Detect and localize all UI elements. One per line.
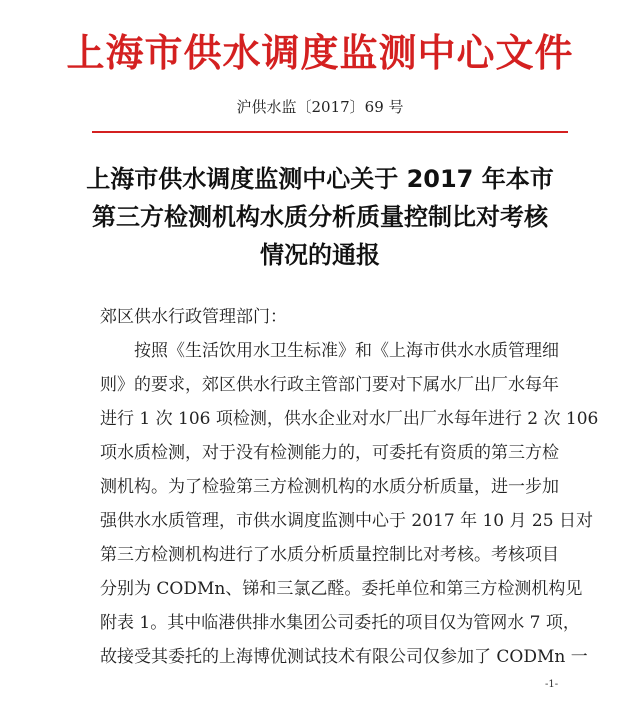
red-divider — [92, 131, 568, 133]
body-text — [100, 334, 599, 674]
body-line: 分别为 CODMn、锑和三氯乙醛。委托单位和第三方检测机构见 — [100, 579, 583, 599]
body-line: 进行 1 次 106 项检测，供水企业对水厂出厂水每年进行 2 次 106 — [100, 409, 599, 429]
body-line: 故接受其委托的上海博优测试技术有限公司仅参加了 CODMn 一 — [100, 647, 588, 667]
org-header: 上海市供水调度监测中心文件 — [66, 30, 574, 75]
title-line: 情况的通报 — [260, 241, 380, 269]
body-line: 按照《生活饮用水卫生标准》和《上海市供水水质管理细 — [100, 341, 559, 361]
title-line: 上海市供水调度监测中心关于 2017 年本市 — [86, 165, 554, 193]
body-line: 项水质检测，对于没有检测能力的，可委托有资质的第三方检 — [100, 443, 559, 463]
body-line: 则》的要求，郊区供水行政主管部门要对下属水厂出厂水每年 — [100, 375, 559, 395]
body-line: 第三方检测机构进行了水质分析质量控制比对考核。考核项目 — [100, 545, 559, 565]
body-line: 强供水水质管理，市供水调度监测中心于 2017 年 10 月 25 日对 — [100, 511, 593, 531]
page-number: -1- — [545, 679, 559, 690]
recipient: 郊区供水行政管理部门： — [100, 307, 287, 327]
body-line: 测机构。为了检验第三方检测机构的水质分析质量，进一步加 — [100, 477, 559, 497]
title-line: 第三方检测机构水质分析质量控制比对考核 — [92, 203, 548, 231]
body-line: 附表 1。其中临港供排水集团公司委托的项目仅为管网水 7 项， — [100, 613, 580, 633]
document-title — [70, 160, 570, 274]
document-number: 沪供水监〔2017〕69 号 — [236, 98, 404, 116]
